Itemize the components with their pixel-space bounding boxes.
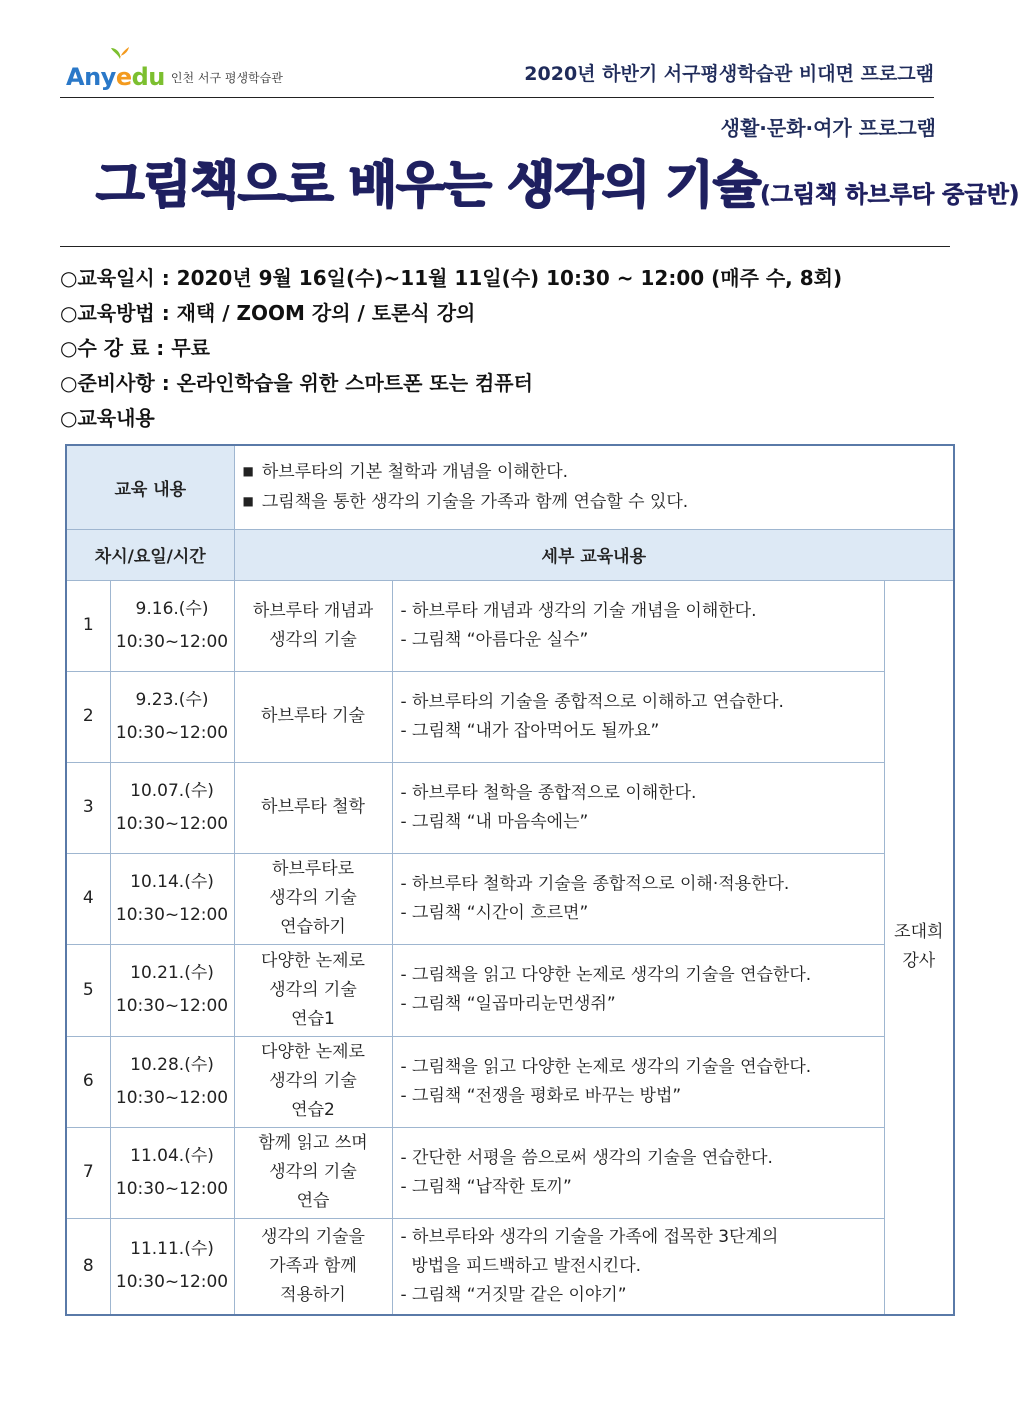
detail-line: - 그림책 “시간이 흐르면” — [400, 902, 589, 923]
session-date: 9.23.(수) — [135, 689, 209, 710]
header-row — [66, 529, 954, 580]
detail-line: - 그림책을 읽고 다양한 논제로 생각의 기술을 연습한다. — [400, 1056, 812, 1077]
session-number: 7 — [66, 1127, 110, 1218]
session-time: 10:30~12:00 — [115, 1087, 229, 1108]
session-datetime — [110, 1127, 234, 1218]
program-label: 2020년 하반기 서구평생학습관 비대면 프로그램 — [524, 63, 934, 85]
detail-line: - 그림책을 읽고 다양한 논제로 생각의 기술을 연습한다. — [400, 965, 812, 985]
detail-line: - 하브루타 철학을 종합적으로 이해한다. — [400, 782, 697, 803]
table-row — [66, 580, 954, 671]
logo — [66, 52, 283, 92]
info-method: ○교육방법 : 재택 / ZOOM 강의 / 토론식 강의 — [60, 301, 476, 325]
detail-line: - 그림책 “거짓말 같은 이야기” — [400, 1284, 627, 1305]
session-date: 10.28.(수) — [130, 1054, 214, 1075]
session-datetime — [110, 944, 234, 1036]
session-time: 10:30~12:00 — [115, 631, 229, 652]
session-details — [392, 1218, 884, 1315]
title-sub: (그림책 하브루타 중급반) — [760, 182, 1019, 208]
detail-line: 방법을 피드백하고 발전시킨다. — [400, 1255, 642, 1276]
session-number: 3 — [66, 762, 110, 853]
detail-line: - 그림책 “납작한 토끼” — [400, 1176, 572, 1197]
goal-header: 교육 내용 — [66, 445, 234, 529]
session-time: 10:30~12:00 — [115, 722, 229, 743]
info-content: ○교육내용 — [60, 406, 155, 430]
session-number: 2 — [66, 671, 110, 762]
table-row — [66, 1218, 954, 1315]
session-datetime — [110, 580, 234, 671]
session-datetime — [110, 1218, 234, 1315]
detail-line: - 그림책 “전쟁을 평화로 바꾸는 방법” — [400, 1085, 682, 1106]
session-details — [392, 762, 884, 853]
session-date: 11.04.(수) — [130, 1145, 214, 1166]
detail-line: - 그림책 “내 마음속에는” — [400, 811, 589, 832]
session-number: 8 — [66, 1218, 110, 1315]
session-topic: 하브루타 기술 — [234, 671, 392, 762]
table-row — [66, 671, 954, 762]
session-datetime — [110, 671, 234, 762]
session-time: 10:30~12:00 — [115, 1272, 229, 1293]
session-details — [392, 853, 884, 944]
session-details — [392, 1036, 884, 1127]
session-topic: 다양한 논제로 생각의 기술 연습2 — [234, 1036, 392, 1127]
session-date: 9.16.(수) — [135, 598, 209, 619]
table-row — [66, 762, 954, 853]
logo-brand: Anyedu — [66, 63, 165, 91]
category-label: 생활·문화·여가 프로그램 — [720, 116, 936, 140]
session-date: 10.21.(수) — [130, 963, 214, 983]
info-schedule: ○교육일시 : 2020년 9월 16일(수)~11월 11일(수) 10:30 ~ 12:00 (매주 수, 8회) — [60, 266, 843, 290]
session-time: 10:30~12:00 — [115, 1178, 229, 1199]
page-title — [96, 145, 1019, 217]
detail-line: - 하브루타와 생각의 기술을 가족에 접목한 3단계의 — [400, 1226, 779, 1247]
info-list — [60, 263, 842, 438]
goal-item: ■ 그림책을 통한 생각의 기술을 가족과 함께 연습할 수 있다. — [242, 492, 689, 513]
col-detail-header: 세부 교육내용 — [234, 529, 954, 580]
goal-row — [66, 445, 954, 529]
schedule-table — [65, 444, 955, 1316]
info-fee: ○수 강 료 : 무료 — [60, 336, 210, 360]
detail-line: - 하브루타의 기술을 종합적으로 이해하고 연습한다. — [400, 691, 784, 712]
session-number: 4 — [66, 853, 110, 944]
session-time: 10:30~12:00 — [115, 813, 229, 834]
col-session-header: 차시/요일/시간 — [66, 529, 234, 580]
title-main: 그림책으로 배우는 생각의 기술 — [96, 156, 761, 214]
session-date: 11.11.(수) — [130, 1239, 214, 1260]
session-details — [392, 944, 884, 1036]
session-number: 1 — [66, 580, 110, 671]
detail-line: - 하브루타 철학과 기술을 종합적으로 이해·적용한다. — [400, 873, 790, 894]
table-row — [66, 1036, 954, 1127]
detail-line: - 간단한 서평을 씀으로써 생각의 기술을 연습한다. — [400, 1147, 773, 1168]
session-number: 5 — [66, 944, 110, 1036]
session-topic: 하브루타 철학 — [234, 762, 392, 853]
detail-line: - 그림책 “일곱마리눈먼생쥐” — [400, 994, 616, 1014]
detail-line: - 그림책 “아름다운 실수” — [400, 629, 589, 650]
detail-line: - 하브루타 개념과 생각의 기술 개념을 이해한다. — [400, 600, 757, 621]
session-datetime — [110, 853, 234, 944]
goal-list — [234, 445, 954, 529]
instructor: 조대희 강사 — [884, 580, 954, 1315]
table-row — [66, 1127, 954, 1218]
session-topic: 다양한 논제로 생각의 기술 연습1 — [234, 944, 392, 1036]
session-date: 10.14.(수) — [130, 871, 214, 892]
session-number: 6 — [66, 1036, 110, 1127]
title-divider — [60, 246, 950, 247]
session-topic: 하브루타로 생각의 기술 연습하기 — [234, 853, 392, 944]
session-topic: 함께 읽고 쓰며 생각의 기술 연습 — [234, 1127, 392, 1218]
session-topic: 생각의 기술을 가족과 함께 적용하기 — [234, 1218, 392, 1315]
detail-line: - 그림책 “내가 잡아먹어도 될까요” — [400, 720, 660, 741]
sprout-icon — [110, 46, 130, 60]
session-details — [392, 671, 884, 762]
session-date: 10.07.(수) — [130, 780, 214, 801]
session-details — [392, 1127, 884, 1218]
info-preparation: ○준비사항 : 온라인학습을 위한 스마트폰 또는 컴퓨터 — [60, 371, 533, 395]
logo-subtitle: 인천 서구 평생학습관 — [170, 71, 283, 85]
session-details — [392, 580, 884, 671]
session-time: 10:30~12:00 — [115, 904, 229, 925]
goal-item: ■ 하브루타의 기본 철학과 개념을 이해한다. — [242, 462, 569, 483]
session-datetime — [110, 762, 234, 853]
header-divider — [60, 97, 934, 98]
table-row — [66, 944, 954, 1036]
table-row — [66, 853, 954, 944]
session-datetime — [110, 1036, 234, 1127]
session-time: 10:30~12:00 — [115, 996, 229, 1016]
session-topic: 하브루타 개념과 생각의 기술 — [234, 580, 392, 671]
